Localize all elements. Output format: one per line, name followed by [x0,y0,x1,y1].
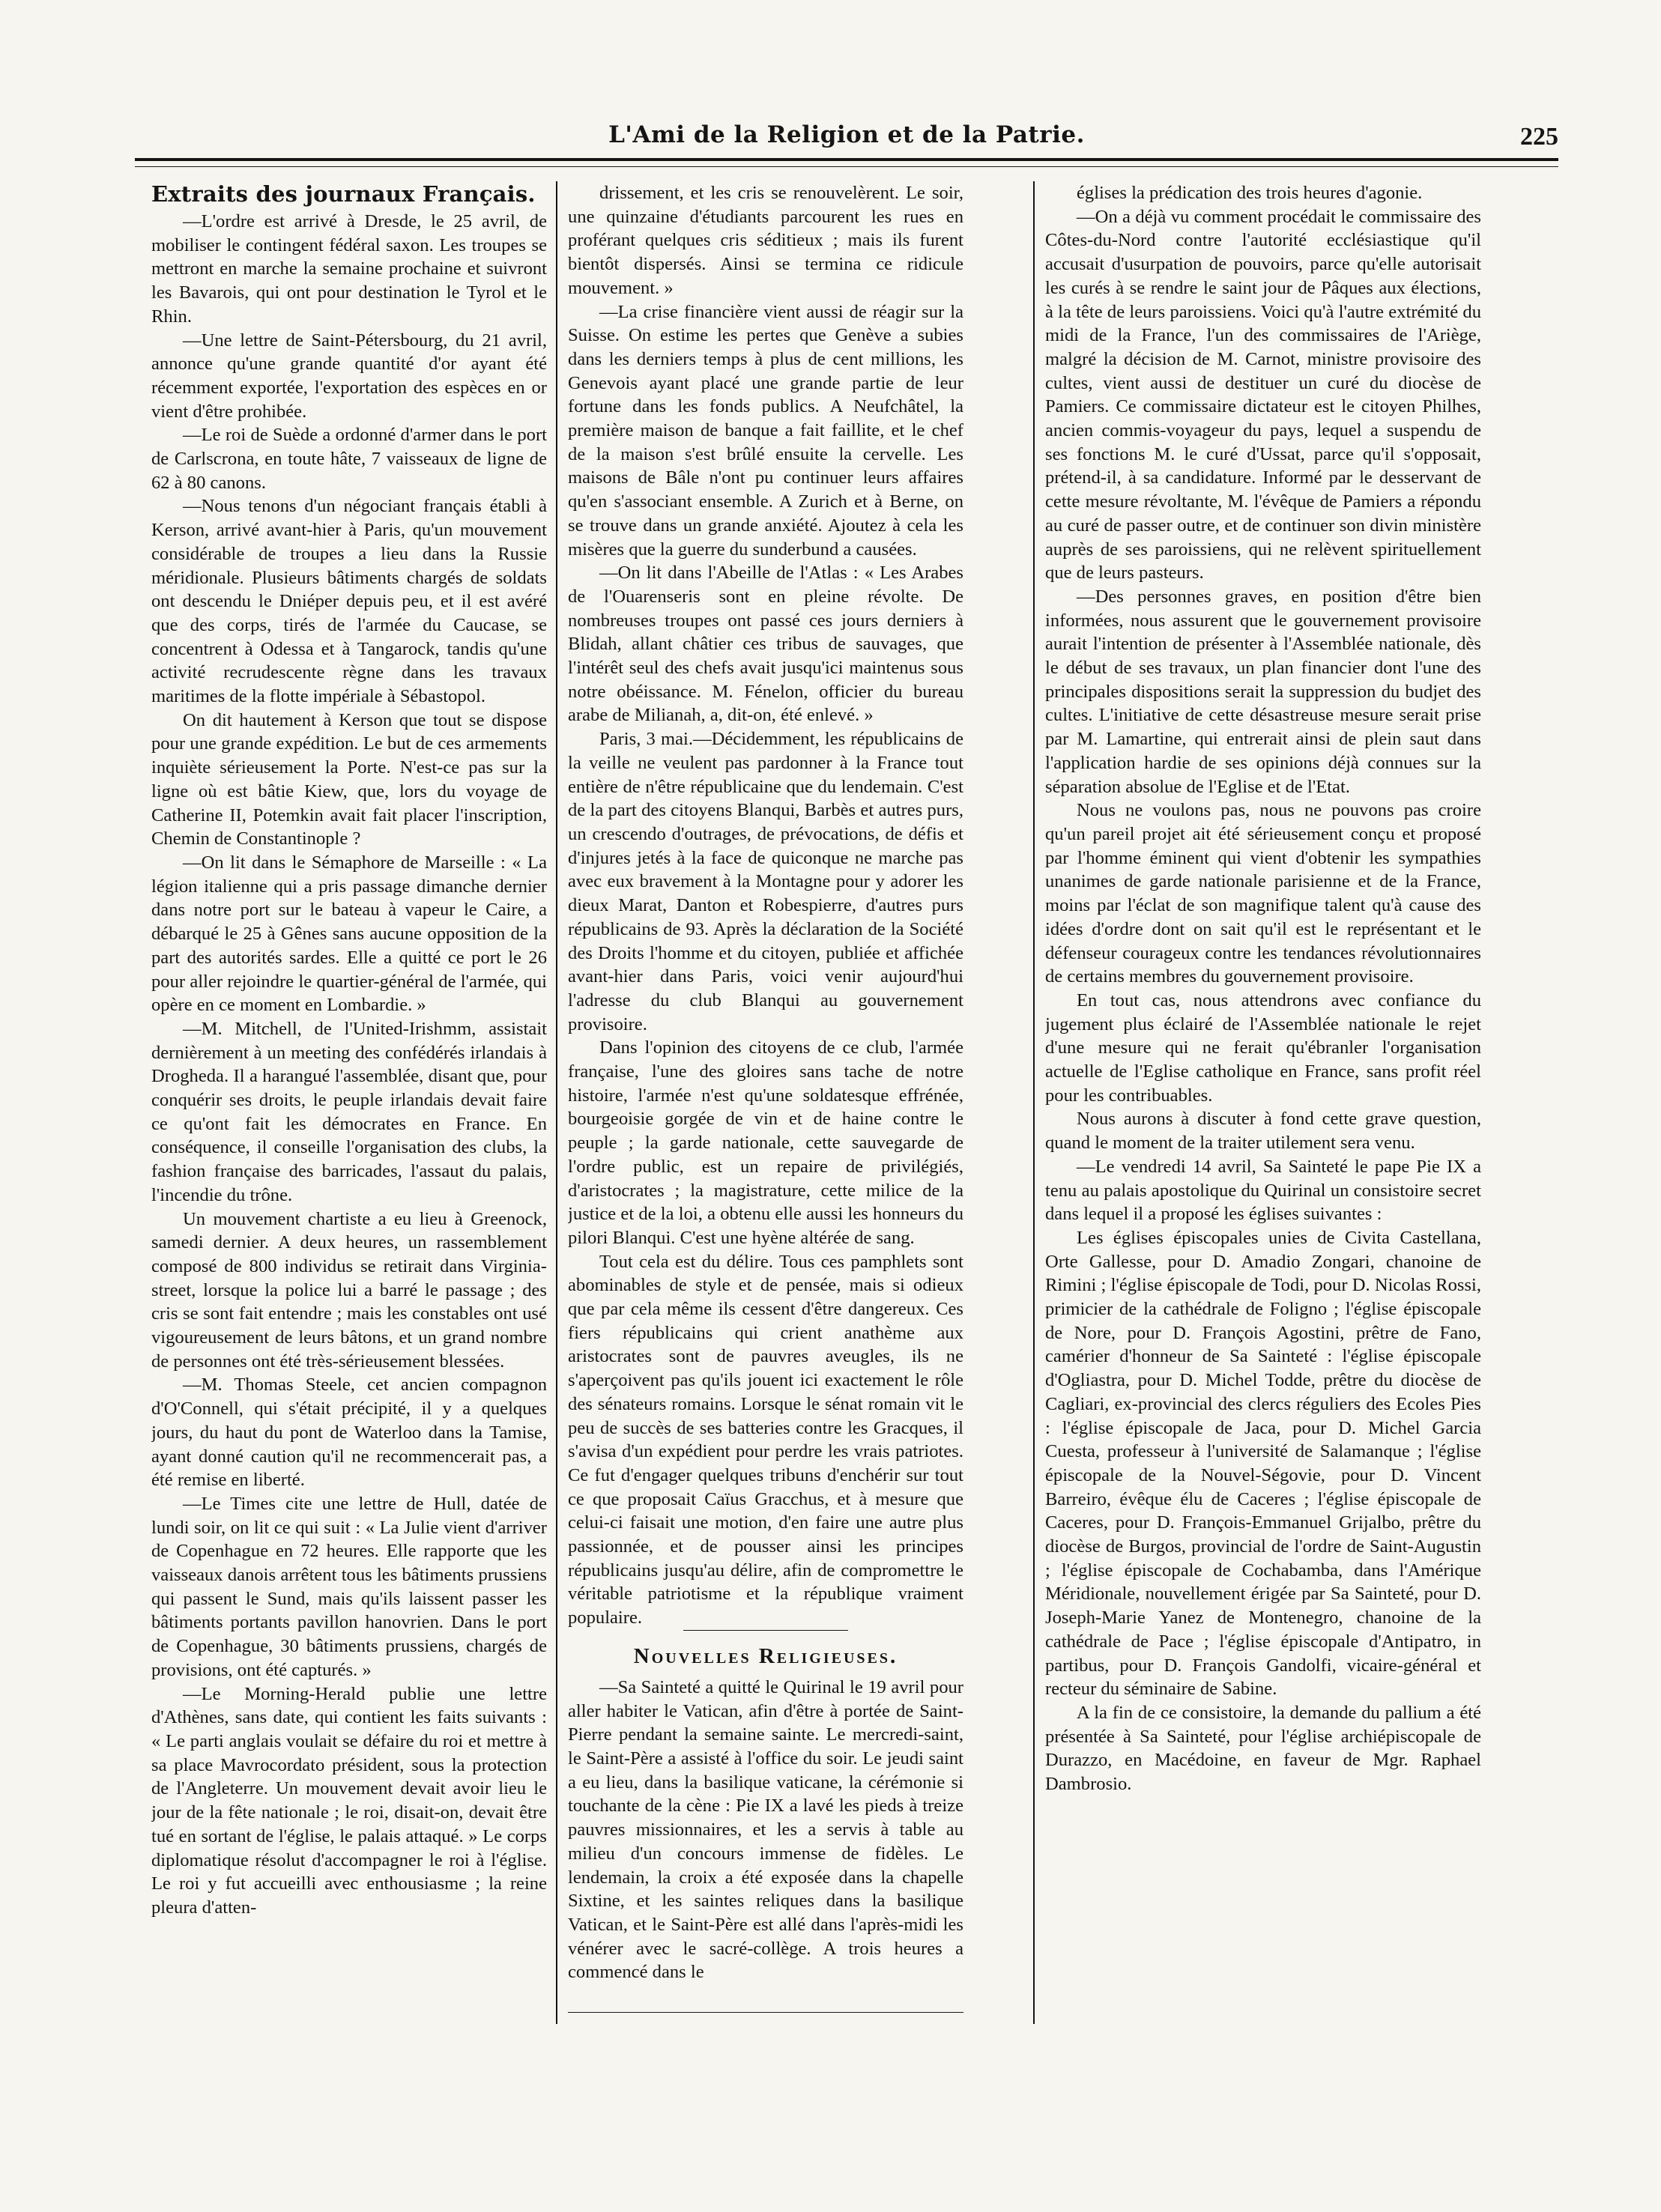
page-header [135,120,1558,165]
article-paragraph: —M. Mitchell, de l'United-Irishmm, assistait dernièrement à un meeting des confédérés irlandais à Drogheda. Il a harangué l'assemblée, disant que, pour conquérir ses droits, le peuple irlandais devait faire ce qu'ont fait les démocrates en France. En conséquence, il conseille l'organisation des clubs, la fashion française des barricades, l'assaut du palais, l'incendie du trône. [151,1018,547,1205]
column-divider-right [1033,181,1035,2024]
article-paragraph: Les églises épiscopales unies de Civita Castellana, Orte Gallesse, pour D. Amadio Zongari, chanoine de Rimini ; l'église épiscopale de Todi, pour D. Nicolas Rossi, primicier de la cathédrale de Foligno ; l'église épiscopale de Nore, pour D. François Agostini, prêtre de Fano, camérier d'honneur de Sa Sainteté : l'église épiscopale d'Ogliastra, pour D. Michel Todde, prêtre du diocèse de Cagliari, ex-provincial des clercs réguliers des Ecoles Pies : l'église épiscopale de Jaca, pour D. Michel Garcia Cuesta, professeur à l'université de Salamanque ; l'église épiscopale de la Nouvel-Ségovie, pour D. Vincent Barreiro, évêque élu de Caceres ; l'église épiscopale de Caceres, pour D. François-Emmanuel Grijalbo, prêtre du diocèse de Burgos, provincial de l'ordre de Saint-Augustin ; l'église épiscopale de Cochabamba, dans l'Amérique Méridionale, nouvellement érigée par Sa Sainteté, pour D. Joseph-Marie Yanez de Montenegro, chanoine de la cathédrale de Pace ; l'église épiscopale d'Antipatro, in partibus, pour D. François Gandolfi, vicaire-général et recteur du séminaire de Sabine. [1045,1227,1481,1700]
article-paragraph: Un mouvement chartiste a eu lieu à Greenock, samedi dernier. A deux heures, un rassemblement composé de 800 individus se retirait dans Virginia-street, lorsque la police lui a barré le passage ; des cris se sont fait entendre ; mais les constables ont usé vigoureusement de leurs bâtons, et un grand nombre de personnes ont été très-sérieusement blessées. [151,1208,547,1372]
article-paragraph: —L'ordre est arrivé à Dresde, le 25 avril, de mobiliser le contingent fédéral saxon. Les troupes se mettront en marche la semaine prochaine et suivront les Bavarois, qui ont pour destination le Tyrol et le Rhin. [151,211,547,327]
column-2 [568,181,963,2024]
article-paragraph: A la fin de ce consistoire, la demande du pallium a été présentée à Sa Sainteté, pour l'église archiépiscopale de Durazzo, en Macédoine, en faveur de Mgr. Raphael Dambrosio. [1045,1703,1481,1795]
article-paragraph: —M. Thomas Steele, cet ancien compagnon d'O'Connell, qui s'était précipité, il y a quelques jours, du haut du pont de Waterloo dans la Tamise, ayant donné caution qu'il ne recommencerait pas, a été remise en liberté. [151,1375,547,1491]
article-paragraph: Tout cela est du délire. Tous ces pamphlets sont abominables de style et de pensée, mais si odieux que par cela même ils cessent d'être dangereux. Ces fiers républicains qui crient anathème aux aristocrates sont de pauvres aveugles, ils ne s'aperçoivent pas qu'ils jouent ici exactement le rôle des sénateurs romains. Lorsque le sénat romain vit le peu de succès de ses batteries contre les Gracques, il s'avisa d'un expédient pour perdre les vrais patriotes. Ce fut d'engager quelques tribuns d'enchérir sur tout ce que proposait Caïus Gracchus, et à mesure que celui-ci faisait une motion, d'en faire une autre plus passionnée, et de pousser ainsi les principes républicains jusqu'au délire, afin de compromettre le véritable patriotisme et la république vraiment populaire. [568,1251,963,1628]
section-title-extraits: Extraits des journaux Français. [151,181,536,207]
article-paragraph: —La crise financière vient aussi de réagir sur la Suisse. On estime les pertes que Genève a subies dans les derniers temps à plus de cent millions, les Genevois ayant placé une grande partie de leur fortune dans les fonds publics. A Neufchâtel, la première maison de banque a fait faillite, et le chef de la maison s'est brûlé ensuite la cervelle. Les maisons de Bâle n'ont pu continuer leurs affaires qu'en s'associant ensemble. A Zurich et à Berne, on se trouve dans un grande anxiété. Ajoutez à cela les misères que la guerre du sunderbund a causées. [568,301,963,560]
section-title-nouvelles-religieuses: Nouvelles Religieuses. [633,1643,898,1668]
article-paragraph: —Le vendredi 14 avril, Sa Sainteté le pape Pie IX a tenu au palais apostolique du Quirinal un consistoire secret dans lequel il a proposé les églises suivantes : [1045,1156,1481,1225]
article-paragraph: drissement, et les cris se renouvelèrent. Le soir, une quinzaine d'étudiants parcourent les rues en proférant quelques cris séditieux ; mais ils furent bientôt dispersés. Ainsi se termina ce ridicule mouvement. » [568,183,963,298]
page-number: 225 [1520,123,1558,151]
article-paragraph: —Sa Sainteté a quitté le Quirinal le 19 avril pour aller habiter le Vatican, afin d'être à portée de Saint-Pierre pendant la semaine sainte. Le mercredi-saint, le Saint-Père a assisté à l'office du soir. Le jeudi saint a eu lieu, dans la basilique vaticane, la cérémonie si touchante de la cène : Pie IX a lavé les pieds à treize pauvres missionnaires, et les a servis à table au milieu d'un concours immense de fidèles. Le lendemain, la croix a été exposée dans la chapelle Sixtine, et les saintes reliques dans la basilique Vatican, et le Saint-Père est allé dans l'après-midi les vénérer avec le sacré-collège. A trois heures a commencé dans le [568,1676,963,1983]
article-paragraph: En tout cas, nous attendrons avec confiance du jugement plus éclairé de l'Assemblée nationale le rejet d'une mesure qui ne ferait qu'ébranler l'organisation actuelle de l'Eglise catholique en France, sans profit réel pour les contribuables. [1045,990,1481,1106]
article-paragraph: —Une lettre de Saint-Pétersbourg, du 21 avril, annonce qu'une grande quantité d'or ayant été récemment exportée, l'exportation des espèces en or vient d'être prohibée. [151,330,547,422]
article-paragraph: —On lit dans le Sémaphore de Marseille : « La légion italienne qui a pris passage dimanche dernier dans notre port sur le bateau à vapeur le Caire, a débarqué le 25 à Gênes sans aucune opposition de la part des autorités sardes. Elle a quitté ce port le 26 pour aller rejoindre le quartier-général de l'armée, qui opère en ce moment en Lombardie. » [151,852,547,1016]
article-paragraph: —On lit dans l'Abeille de l'Atlas : « Les Arabes de l'Ouarenseris sont en pleine révolte. De nombreuses troupes ont passé ces jours derniers à Blidah, allant châtier ces tribus de sauvages, que l'intérêt seul des chefs avait jusqu'ici maintenus sous notre obéissance. M. Fénelon, officier du bureau arabe de Milianah, a, dit-on, été enlevé. » [568,563,963,726]
column-1 [151,181,547,2024]
column-3 [1045,181,1481,2024]
article-paragraph: —Le Morning-Herald publie une lettre d'Athènes, sans date, qui contient les faits suivants : « Le parti anglais voulait se défaire du roi et mettre à sa place Mavrocordato président, sous la protection de l'Angleterre. Un mouvement devait avoir lieu le jour de la fête nationale ; le roi, disait-on, devait être tué en sortant de l'église, le palais attaqué. » Le corps diplomatique résolut d'accompagner le roi à l'église. Le roi y fut accueilli avec enthousiasme ; la reine pleura d'atten- [151,1683,547,1918]
article-paragraph: —Le Times cite une lettre de Hull, datée de lundi soir, on lit ce qui suit : « La Julie vient d'arriver de Copenhague en 72 heures. Elle rapporte que les vaisseaux danois arrêtent tous les bâtiments prussiens qui passent le Sund, mais qu'ils laissent passer les bâtiments portants pavillon hanovrien. Dans le port de Copenhague, 30 bâtiments prussiens, chargés de provisions, ont été capturés. » [151,1493,547,1680]
column-end-rule [568,2012,963,2013]
article-paragraph: On dit hautement à Kerson que tout se dispose pour une grande expédition. Le but de ces armements inquiète sérieusement la Porte. N'est-ce pas sur la ligne où est bâtie Kiew, que, lors du voyage de Catherine II, Potemkin avait fait placer l'inscription, Chemin de Constantinople ? [151,709,547,849]
article-paragraph: Dans l'opinion des citoyens de ce club, l'armée française, l'une des gloires sans tache de notre histoire, l'armée n'est qu'une soldatesque effrénée, bourgeoisie gorgée de vin et de haine contre le peuple ; la garde nationale, cette sauvegarde de l'ordre public, est un repaire de privilégiés, d'aristocrates ; la magistrature, cette milice de la justice et de la loi, a obtenu elle aussi les honneurs du pilori Blanqui. C'est une hyène altérée de sang. [568,1037,963,1248]
article-paragraph: églises la prédication des trois heures d'agonie. [1077,183,1423,203]
article-paragraph: —Le roi de Suède a ordonné d'armer dans le port de Carlscrona, en toute hâte, 7 vaisseaux de ligne de 62 à 80 canons. [151,425,547,493]
column-divider-left [556,181,557,2024]
header-rule [135,158,1558,167]
article-paragraph: Paris, 3 mai.—Décidemment, les républicains de la veille ne veulent pas pardonner à la France tout entière de n'être républicaine que du lendemain. C'est de la part des citoyens Blanqui, Barbès et autres purs, un crescendo d'outrages, de prévocations, de défis et d'injures jetés à la face de quiconque ne marche pas avec eux bravement à la Montagne pour y adorer les dieux Marat, Danton et Robespierre, d'autres purs républicains de 93. Après la déclaration de la Société des Droits l'homme et du citoyen, publiée et affichée avant-hier dans Paris, voici venir aujourd'hui l'adresse du club Blanqui au gouvernement provisoire. [568,729,963,1034]
article-paragraph: —Nous tenons d'un négociant français établi à Kerson, arrivé avant-hier à Paris, qu'un mouvement considérable de troupes a lieu dans la Russie méridionale. Plusieurs bâtiments chargés de soldats ont descendu le Dniéper depuis peu, et il est avéré que des corps, tirés de l'armée du Caucase, se concentrent à Odessa et à Tangarock, tandis qu'une activité recrudescente règne dans les travaux maritimes de la flotte impériale à Sébastopol. [151,496,547,707]
article-paragraph: Nous ne voulons pas, nous ne pouvons pas croire qu'un pareil projet ait été sérieusement conçu et proposé par l'homme éminent qui vient d'obtenir les sympathies unanimes de garde nationale parisienne et de la France, moins par l'éclat de son magnifique talent qu'à cause des idées d'ordre dont on sait qu'il est le représentant et le défenseur courageux contre les tendances révolutionnaires de certains membres du gouvernement provisoire. [1045,800,1481,987]
section-divider [683,1630,848,1631]
masthead-title: L'Ami de la Religion et de la Patrie. [608,121,1085,148]
article-paragraph: —On a déjà vu comment procédait le commissaire des Côtes-du-Nord contre l'autorité ecclésiastique qu'il accusait d'usurpation de pouvoirs, parce qu'elle autorisait les curés à se rendre le saint jour de Pâques aux élections, à la tête de leurs paroissiens. Voici qu'à l'autre extrémité du midi de la France, l'un des commissaires de l'Ariège, malgré la décision de M. Carnot, ministre provisoire des cultes, vient aussi de destituer un curé du diocèse de Pamiers. Ce commissaire dictateur est le citoyen Philhes, ancien commis-voyageur du pays, lequel a suspendu de ses fonctions M. le curé d'Ussat, parce qu'il s'opposait, prétend-il, à sa candidature. Informé par le desservant de cette mesure révoltante, M. l'évêque de Pamiers a répondu au curé de passer outre, et de continuer son divin ministère auprès de ses paroissiens, qui ne relèvent spirituellement que de leurs pasteurs. [1045,206,1481,584]
article-paragraph: Nous aurons à discuter à fond cette grave question, quand le moment de la traiter utilement sera venu. [1045,1109,1481,1154]
article-paragraph: —Des personnes graves, en position d'être bien informées, nous assurent que le gouvernement provisoire aurait l'intention de présenter à l'Assemblée nationale, dès le début de ses travaux, un plan financier dont l'une des principales dispositions serait la suppression du budjet des cultes. L'initiative de cette désastreuse mesure serait prise par M. Lamartine, qui entrerait ainsi de plein saut dans l'application hardie de ses opinions déjà connues sur la séparation absolue de l'Eglise et de l'Etat. [1045,586,1481,797]
